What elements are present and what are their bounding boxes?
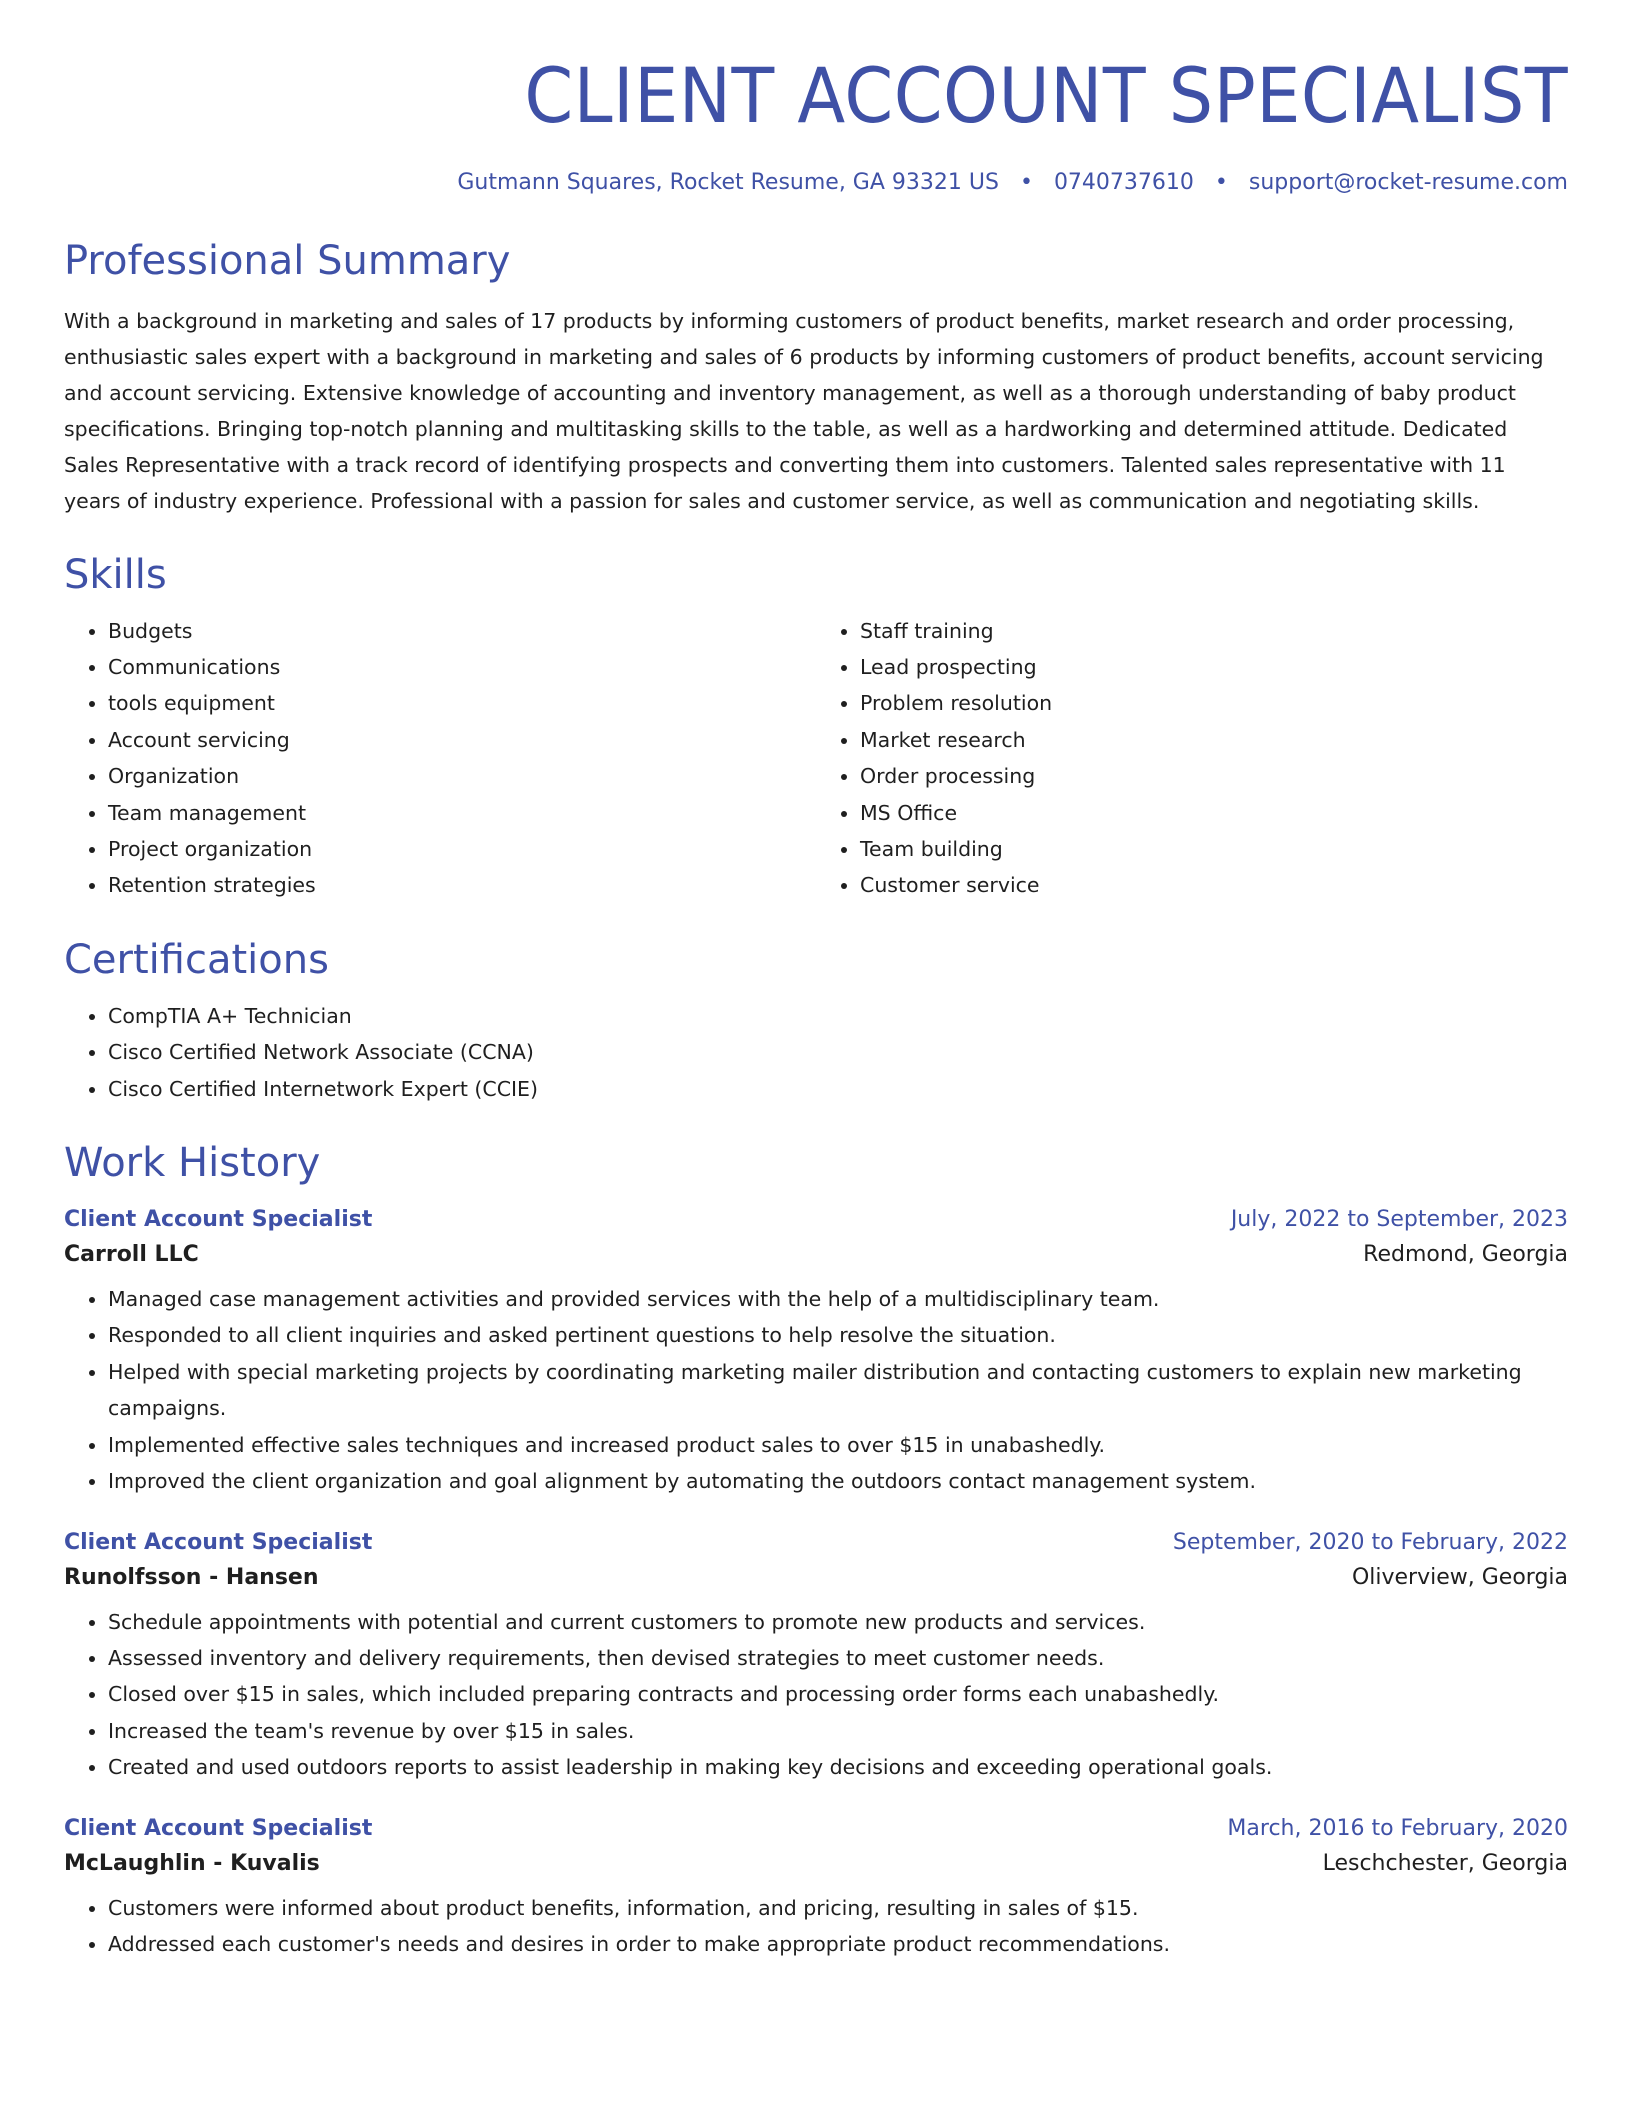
job-location: Leschchester, Georgia xyxy=(1322,1850,1568,1876)
job-bullet: • Closed over $15 in sales, which included preparing contracts and processing order forms each unabashedly. xyxy=(108,1676,1568,1712)
skill-item: • Customer service xyxy=(860,867,1568,903)
skill-item: • Budgets xyxy=(108,613,816,649)
job-company: Runolfsson - Hansen xyxy=(64,1564,319,1590)
job-bullet: • Schedule appointments with potential and current customers to promote new products and services. xyxy=(108,1604,1568,1640)
skill-item: • tools equipment xyxy=(108,685,816,721)
resume-page xyxy=(64,40,1568,1962)
job-bullet: • Responded to all client inquiries and asked pertinent questions to help resolve the situation. xyxy=(108,1317,1568,1353)
skill-item: • Team building xyxy=(860,831,1568,867)
skill-item: • Market research xyxy=(860,722,1568,758)
skill-item: • Team management xyxy=(108,795,816,831)
job-header xyxy=(64,1816,1568,1841)
job-bullet: • Helped with special marketing projects by coordinating marketing mailer distribution and contacting customers to explain new marketing campaigns. xyxy=(108,1354,1568,1427)
job-bullet: • Improved the client organization and goal alignment by automating the outdoors contact management system. xyxy=(108,1463,1568,1499)
job-title: Client Account Specialist xyxy=(64,1815,373,1841)
job-location: Oliverview, Georgia xyxy=(1351,1564,1568,1590)
certification-item: • CompTIA A+ Technician xyxy=(108,998,1568,1034)
skill-item: • Problem resolution xyxy=(860,685,1568,721)
candidate-name: CLIENT ACCOUNT SPECIALIST xyxy=(524,51,1569,140)
contact-address: Gutmann Squares, Rocket Resume, GA 93321 US xyxy=(457,169,999,195)
skill-item: • Lead prospecting xyxy=(860,649,1568,685)
job-entry xyxy=(64,1207,1568,1499)
job-title: Client Account Specialist xyxy=(64,1529,373,1555)
job-company: McLaughlin - Kuvalis xyxy=(64,1850,320,1876)
contact-email: support@rocket-resume.com xyxy=(1248,169,1568,195)
skills-list-right xyxy=(816,613,1568,904)
job-bullets xyxy=(64,1281,1568,1499)
job-header xyxy=(64,1207,1568,1232)
job-bullet: • Addressed each customer's needs and desires in order to make appropriate product recommendations. xyxy=(108,1926,1568,1962)
skill-item: • Order processing xyxy=(860,758,1568,794)
job-bullet: • Created and used outdoors reports to assist leadership in making key decisions and exceeding operational goals. xyxy=(108,1749,1568,1785)
skills-heading: Skills xyxy=(64,551,167,598)
summary-heading: Professional Summary xyxy=(64,237,511,284)
job-entry xyxy=(64,1816,1568,1963)
skills-list-left xyxy=(64,613,816,904)
job-entry xyxy=(64,1530,1568,1786)
skill-item: • Organization xyxy=(108,758,816,794)
contact-phone: 0740737610 xyxy=(1053,169,1194,195)
skill-item: • Retention strategies xyxy=(108,867,816,903)
job-title: Client Account Specialist xyxy=(64,1207,373,1233)
job-subheader xyxy=(64,1851,1568,1876)
job-dates: July, 2022 to September, 2023 xyxy=(1230,1207,1568,1233)
job-dates: March, 2016 to February, 2020 xyxy=(1227,1815,1568,1841)
job-bullets xyxy=(64,1890,1568,1963)
skill-item: • MS Office xyxy=(860,795,1568,831)
job-subheader xyxy=(64,1242,1568,1267)
work-history-heading: Work History xyxy=(64,1140,321,1187)
skill-item: • Account servicing xyxy=(108,722,816,758)
contact-separator: • xyxy=(1214,169,1228,195)
certifications-heading: Certifications xyxy=(64,936,329,983)
job-bullet: • Increased the team's revenue by over $15 in sales. xyxy=(108,1713,1568,1749)
summary-text: With a background in marketing and sales of 17 products by informing customers of product benefits, market research and order processing, enthusiastic sales expert with a background in marketing and sales of 6 products by informing customers of product benefits, account servicing and account servicing. Extensive knowledge of accounting and inventory management, as well as a thorough understanding of baby product specifications. Bringing top-notch planning and multitasking skills to the table, as well as a hardworking and determined attitude. Dedicated Sales Representative with a track record of identifying prospects and converting them into customers. Talented sales representative with 11 years of industry experience. Professional with a passion for sales and customer service, as well as communication and negotiating skills. xyxy=(64,308,1544,513)
skills-columns xyxy=(64,613,1568,904)
contact-line xyxy=(64,170,1568,195)
job-company: Carroll LLC xyxy=(64,1242,199,1268)
job-dates: September, 2020 to February, 2022 xyxy=(1172,1529,1568,1555)
skill-item: • Communications xyxy=(108,649,816,685)
job-bullets xyxy=(64,1604,1568,1786)
job-bullet: • Customers were informed about product benefits, information, and pricing, resulting in sales of $15. xyxy=(108,1890,1568,1926)
skill-item: • Staff training xyxy=(860,613,1568,649)
certification-item: • Cisco Certified Internetwork Expert (CCIE) xyxy=(108,1071,1568,1107)
job-subheader xyxy=(64,1565,1568,1590)
job-location: Redmond, Georgia xyxy=(1363,1242,1568,1268)
job-header xyxy=(64,1530,1568,1555)
certifications-list xyxy=(64,998,1568,1107)
job-bullet: • Implemented effective sales techniques and increased product sales to over $15 in unabashedly. xyxy=(108,1427,1568,1463)
job-bullet: • Assessed inventory and delivery requirements, then devised strategies to meet customer needs. xyxy=(108,1640,1568,1676)
job-bullet: • Managed case management activities and provided services with the help of a multidisciplinary team. xyxy=(108,1281,1568,1317)
skill-item: • Project organization xyxy=(108,831,816,867)
contact-separator: • xyxy=(1019,169,1033,195)
certification-item: • Cisco Certified Network Associate (CCNA) xyxy=(108,1034,1568,1070)
